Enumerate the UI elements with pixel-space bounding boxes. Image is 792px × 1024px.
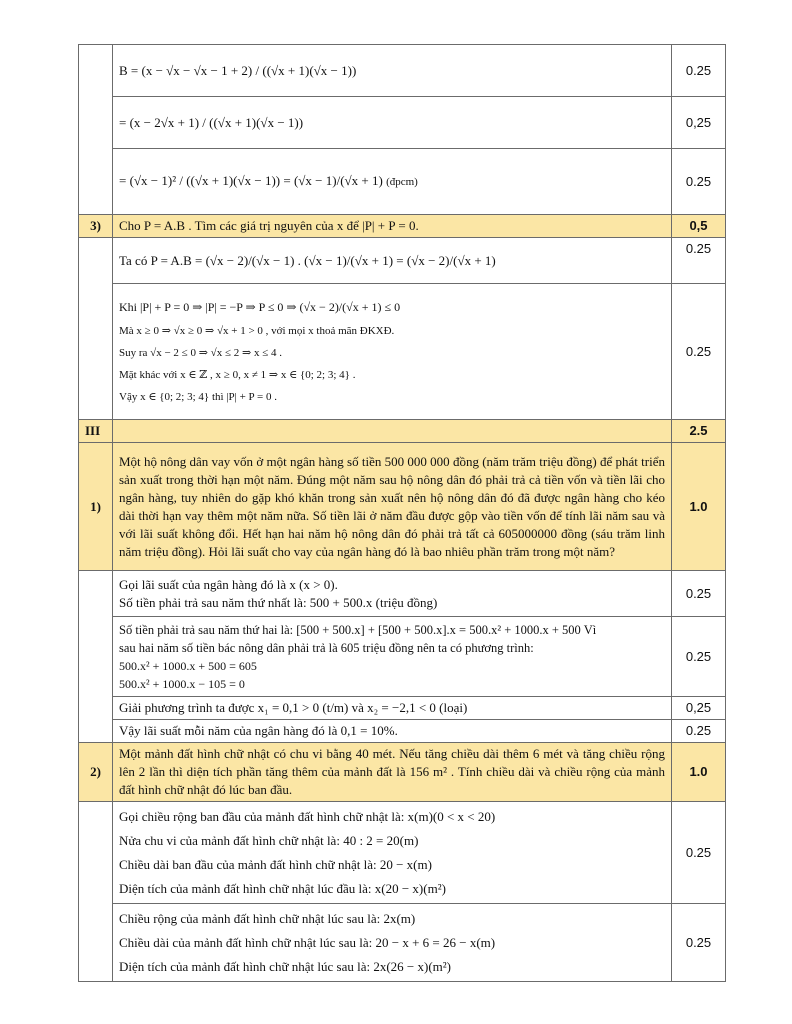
table-row (79, 284, 726, 420)
solution-step: Ta có P = A.B = (√x − 2)/(√x − 1) . (√x − 1)/(√x + 1) = (√x − 2)/(√x + 1) (113, 238, 672, 284)
solution-step: Gọi chiều rộng ban đầu của mảnh đất hình chữ nhật là: x(m)(0 < x < 20) Nửa chu vi của mảnh đất hình chữ nhật là: 40 : 2 = 20(m) Chiều dài ban đầu của mảnh đất hình chữ nhật là: 20 − x(m) Diện tích của mảnh đất hình chữ nhật lúc đầu là: x(20 − x)(m²) (113, 802, 672, 904)
table-row (79, 617, 726, 697)
score: 0.25 (672, 45, 726, 97)
formula-b: B = (x − √x − √x − 1 + 2) / ((√x + 1)(√x − 1)) (113, 45, 672, 97)
score: 0.25 (672, 617, 726, 697)
solution-step: Giải phương trình ta được x₁ = 0,1 > 0 (t/m) và x₂ = −2,1 < 0 (loại) (113, 697, 672, 720)
score: 0,25 (672, 697, 726, 720)
row-number (79, 571, 113, 743)
table-row (79, 45, 726, 97)
solution-step: Khi |P| + P = 0 ⇒ |P| = −P ⇒ P ≤ 0 ⇒ (√x − 2)/(√x + 1) ≤ 0 Mà x ≥ 0 ⇒ √x ≥ 0 ⇒ √x + 1 > 0 , với mọi x thoả mãn ĐKXĐ. Suy ra √x − 2 ≤ 0 ⇒ √x ≤ 2 ⇒ x ≤ 4 . Mặt khác với x ∈ ℤ , x ≥ 0, x ≠ 1 ⇒ x ∈ {0; 2; 3; 4} . Vậy x ∈ {0; 2; 3; 4} thì |P| + P = 0 . (113, 284, 672, 420)
row-number (79, 238, 113, 420)
row-number (79, 45, 113, 215)
table-row (79, 720, 726, 743)
score: 0.25 (672, 571, 726, 617)
table-row (79, 904, 726, 982)
table-row (79, 238, 726, 284)
solution-step: Chiều rộng của mảnh đất hình chữ nhật lúc sau là: 2x(m) Chiều dài của mảnh đất hình chữ nhật lúc sau là: 20 − x + 6 = 26 − x(m) Diện tích của mảnh đất hình chữ nhật lúc sau là: 2x(26 − x)(m²) (113, 904, 672, 982)
question-text: Một mảnh đất hình chữ nhật có chu vi bằng 40 mét. Nếu tăng chiều dài thêm 6 mét và tăng chiều rộng lên 2 lần thì diện tích phần tăng thêm của mảnh đất là 156 m² . Tính chiều dài và chiều rộng của mảnh đất hình chữ nhật đó lúc ban đầu. (113, 743, 672, 802)
question-score: 1.0 (672, 443, 726, 571)
table-row (79, 571, 726, 617)
question-number: 2) (79, 743, 113, 802)
table-row (79, 149, 726, 215)
solution-step: Gọi lãi suất của ngân hàng đó là x (x > 0). Số tiền phải trả sau năm thứ nhất là: 500 + 500.x (triệu đồng) (113, 571, 672, 617)
question-score: 0,5 (672, 215, 726, 238)
score: 0.25 (672, 904, 726, 982)
question-row (79, 443, 726, 571)
question-score: 1.0 (672, 743, 726, 802)
question-text: Cho P = A.B . Tìm các giá trị nguyên của x để |P| + P = 0. (113, 215, 672, 238)
question-text: Một hộ nông dân vay vốn ở một ngân hàng số tiền 500 000 000 đồng (năm trăm triệu đồng) để phát triển sản xuất trong thời hạn một năm. Đúng một năm sau hộ nông dân đó phải trả cả tiền vốn và tiền lãi cho ngân hàng, tuy nhiên do gặp khó khăn trong sản xuất nên hộ nông dân đó đã được ngân hàng cho kéo dài thời hạn vay thêm một năm nữa. Số tiền lãi ở năm đầu được gộp vào tiền vốn để tính lãi năm sau và với lãi suất không đổi. Hết hạn hai năm hộ nông dân đó phải trả tất cả 605000000 đồng (sáu trăm linh năm triệu đồng). Hỏi lãi suất cho vay của ngân hàng đó là bao nhiêu phần trăm trong một năm? (113, 443, 672, 571)
section-row (79, 420, 726, 443)
formula-b-result: = (√x − 1)² / ((√x + 1)(√x − 1)) = (√x − 1)/(√x + 1) (đpcm) (113, 149, 672, 215)
formula-b-step: = (x − 2√x + 1) / ((√x + 1)(√x − 1)) (113, 97, 672, 149)
answer-table (78, 44, 726, 982)
score: 0.25 (672, 284, 726, 420)
table-row (79, 97, 726, 149)
section-number: III (79, 420, 113, 443)
score: 0.25 (672, 720, 726, 743)
question-row (79, 743, 726, 802)
score: 0.25 (672, 802, 726, 904)
score: 0,25 (672, 97, 726, 149)
question-row (79, 215, 726, 238)
section-score: 2.5 (672, 420, 726, 443)
score: 0.25 (672, 149, 726, 215)
table-row (79, 802, 726, 904)
question-number: 3) (79, 215, 113, 238)
score: 0.25 (672, 238, 726, 284)
solution-step: Vậy lãi suất mỗi năm của ngân hàng đó là 0,1 = 10%. (113, 720, 672, 743)
question-number: 1) (79, 443, 113, 571)
table-row (79, 697, 726, 720)
solution-step: Số tiền phải trả sau năm thứ hai là: [500 + 500.x] + [500 + 500.x].x = 500.x² + 1000.x + 500 Vì sau hai năm số tiền bác nông dân phải trả là 605 triệu đồng nên ta có phương trình: 500.x² + 1000.x + 500 = 605 500.x² + 1000.x − 105 = 0 (113, 617, 672, 697)
row-number (79, 802, 113, 982)
